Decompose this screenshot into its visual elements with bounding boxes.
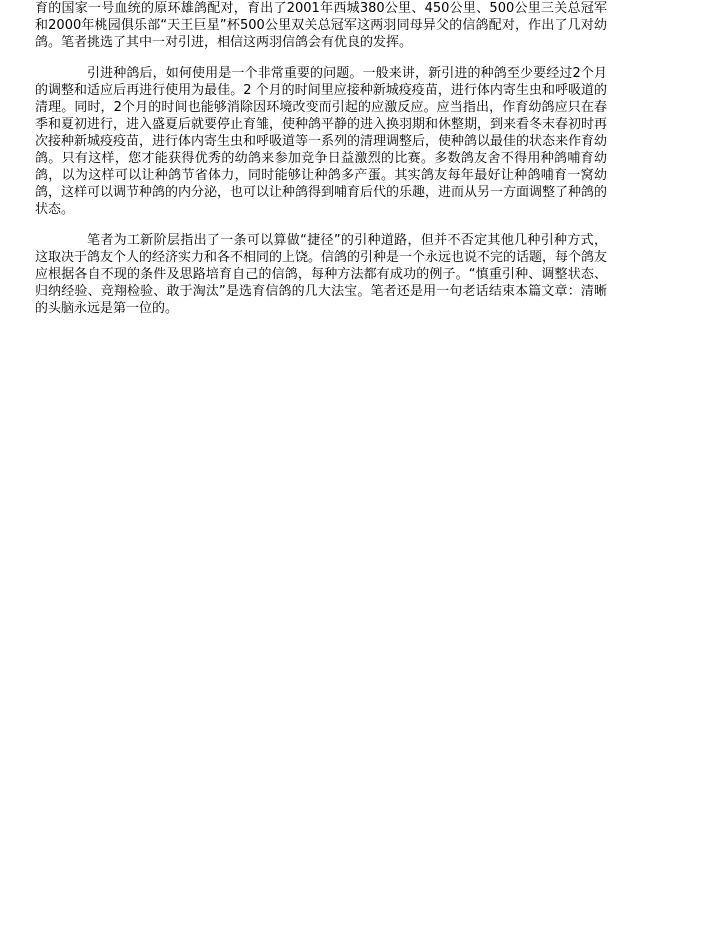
paragraph-3: 笔者为工新阶层指出了一条可以算做“捷径”的引种道路，但并不否定其他几种引种方式，这取决于鸽友个人的经济实力和各不相同的上饶。信鸽的引种是一个永远也说不完的话题，每个鸽友应根据各自不现的条件及思路培育自己的信鸽，每种方法都有成功的例子。“慎重引种、调整状态、归纳经验、竞翔检验、敢于淘汰”是选育信鸽的几大法宝。笔者还是用一句老话结束本篇文章：清晰的头脑永远是第一位的。 xyxy=(35,233,608,316)
paragraph-2: 引进种鸽后，如何使用是一个非常重要的问题。一般来讲，新引进的种鸽至少要经过2个月的调整和适应后再进行使用为最佳。2 个月的时间里应接种新城疫疫苗，进行体内寄生虫和呼吸道的清理。同时，2个月的时间也能够消除因环境改变而引起的应激反应。应当指出，作育幼鸽应只在春季和夏初进行，进入盛夏后就要停止育雏，使种鸽平静的进入换羽期和休整期，到来看冬末春初时再次接种新城疫疫苗，进行体内寄生虫和呼吸道等一系列的清理调整后，使种鸽以最佳的状态来作育幼鸽。只有这样，您才能获得优秀的幼鸽来参加竞争日益激烈的比赛。多数鸽友舍不得用种鸽哺育幼鸽，以为这样可以让种鸽节省体力，同时能够让种鸽多产蛋。其实鸽友每年最好让种鸽哺育一窝幼鸽，这样可以调节种鸽的内分泌，也可以让种鸽得到哺育后代的乐趣，进而从另一方面调整了种鸽的状态。 xyxy=(35,66,608,217)
document-body xyxy=(35,0,607,317)
paragraph-1: 育的国家一号血统的原环雄鸽配对，育出了2001年西城380公里、450公里、500公里三关总冠军和2000年桃园俱乐部“天王巨星”杯500公里双关总冠军这两羽同母异父的信鸽配对，作出了几对幼鸽。笔者挑选了其中一对引进，相信这两羽信鸽会有优良的发挥。 xyxy=(35,1,607,50)
paragraph-gap xyxy=(35,218,607,232)
paragraph-gap xyxy=(35,51,607,65)
